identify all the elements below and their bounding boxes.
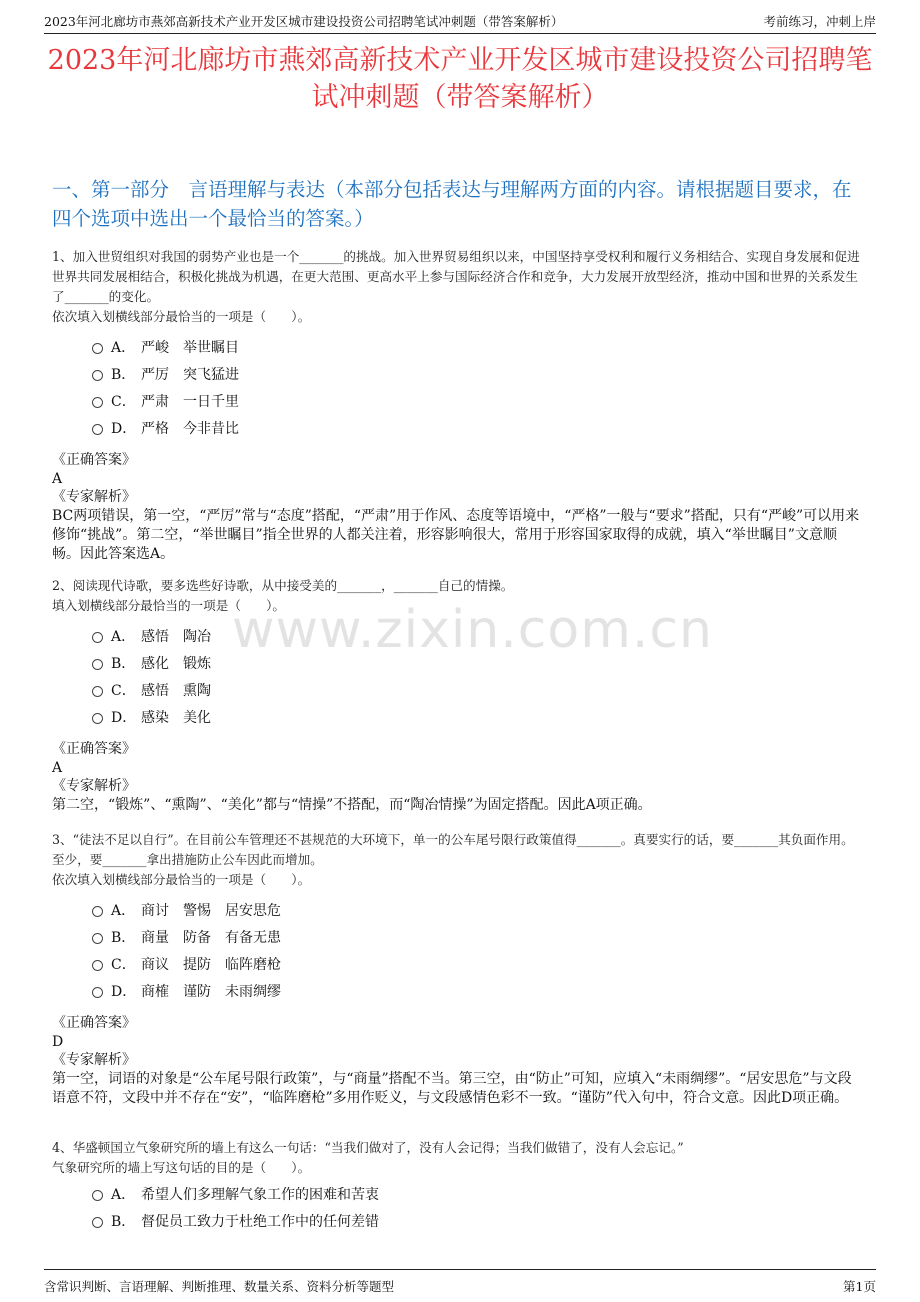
option-text: 感染 美化 xyxy=(141,709,211,726)
option-letter: B． xyxy=(111,366,136,383)
answer-block-1 xyxy=(52,451,864,564)
option-text: 感化 锻炼 xyxy=(141,655,211,672)
option-b[interactable] xyxy=(52,360,864,387)
answer-value: D xyxy=(52,1034,64,1050)
option-text: 严峻 举世瞩目 xyxy=(141,339,239,356)
radio-icon[interactable] xyxy=(92,933,103,944)
explanation: 第二空，“锻炼”、“熏陶”、“美化”都与“情操”不搭配，而“陶冶情操”为固定搭配。因此A项正确。 xyxy=(52,797,652,813)
option-c[interactable] xyxy=(52,950,864,977)
option-text: 希望人们多理解气象工作的困难和苦衷 xyxy=(141,1186,379,1203)
option-letter: B． xyxy=(111,929,136,946)
option-text: 商榷 谨防 未雨绸缪 xyxy=(141,983,281,1000)
option-text: 严厉 突飞猛进 xyxy=(141,366,239,383)
option-a[interactable] xyxy=(52,896,864,923)
option-text: 商讨 警惕 居安思危 xyxy=(141,902,281,919)
radio-icon[interactable] xyxy=(92,370,103,381)
explanation: BC两项错误，第一空，“严厉”常与“态度”搭配，“严肃”用于作风、态度等语境中，“严格”一般与“要求”搭配，只有“严峻”可以用来修饰“挑战”。第二空，“举世瞩目”指全世界的人都关注着，形容影响很大，常用于形容国家取得的成就，填入“举世瞩目”文意顺畅。因此答案选A。 xyxy=(52,508,860,562)
radio-icon[interactable] xyxy=(92,1190,103,1201)
option-text: 商议 提防 临阵磨枪 xyxy=(141,956,281,973)
header-right: 考前练习，冲刺上岸 xyxy=(763,14,876,29)
footer-left: 含常识判断、言语理解、判断推理、数量关系、资料分析等题型 xyxy=(44,1279,395,1294)
options-list xyxy=(52,333,864,441)
option-a[interactable] xyxy=(52,1180,864,1207)
option-letter: D． xyxy=(111,709,137,726)
option-text: 严肃 一日千里 xyxy=(141,393,239,410)
radio-icon[interactable] xyxy=(92,713,103,724)
option-b[interactable] xyxy=(52,649,864,676)
question-4 xyxy=(52,1138,864,1234)
answer-block-2 xyxy=(52,740,864,815)
option-text: 严格 今非昔比 xyxy=(141,420,239,437)
section-heading: 一、第一部分 言语理解与表达（本部分包括表达与理解两方面的内容。请根据题目要求，在四个选项中选出一个最恰当的答案。） xyxy=(52,178,852,230)
radio-icon[interactable] xyxy=(92,659,103,670)
watermark: www.zixin.com.cn xyxy=(232,600,713,660)
question-3 xyxy=(52,830,864,1004)
option-d[interactable] xyxy=(52,414,864,441)
option-d[interactable] xyxy=(52,703,864,730)
option-b[interactable] xyxy=(52,1207,864,1234)
page-footer xyxy=(44,1269,876,1295)
option-a[interactable] xyxy=(52,333,864,360)
answer-value: A xyxy=(52,760,63,776)
option-letter: A． xyxy=(111,1186,136,1203)
answer-label: 《正确答案》 xyxy=(52,1015,136,1031)
option-letter: A． xyxy=(111,339,136,356)
option-d[interactable] xyxy=(52,977,864,1004)
question-1 xyxy=(52,247,864,441)
option-text: 商量 防备 有备无患 xyxy=(141,929,281,946)
question-prompt: 填入划横线部分最恰当的一项是（ ）。 xyxy=(52,598,285,613)
radio-icon[interactable] xyxy=(92,1217,103,1228)
explanation: 第一空，词语的对象是“公车尾号限行政策”，与“商量”搭配不当。第三空，由“防止”可知，应填入“未雨绸缪”。“居安思危”与文段语意不符，文段中并不存在“安”，“临阵磨枪”多用作贬义，与文段感情色彩不一致。“谨防”代入句中，符合文意。因此D项正确。 xyxy=(52,1071,852,1106)
question-prompt: 依次填入划横线部分最恰当的一项是（ ）。 xyxy=(52,309,311,324)
answer-block-3 xyxy=(52,1014,864,1108)
radio-icon[interactable] xyxy=(92,343,103,354)
option-letter: A． xyxy=(111,902,136,919)
answer-label: 《正确答案》 xyxy=(52,741,136,757)
expert-label: 《专家解析》 xyxy=(52,778,136,794)
question-text: 3、“徒法不足以自行”。在目前公车管理还不甚规范的大环境下，单一的公车尾号限行政策值得_______。真要实行的话，要_______其负面作用。至少，要_______拿出措施防止公车因此而增加。 xyxy=(52,832,854,867)
question-prompt: 依次填入划横线部分最恰当的一项是（ ）。 xyxy=(52,872,311,887)
option-c[interactable] xyxy=(52,676,864,703)
radio-icon[interactable] xyxy=(92,960,103,971)
page-title: 2023年河北廊坊市燕郊高新技术产业开发区城市建设投资公司招聘笔试冲刺题（带答案解析） xyxy=(47,45,873,113)
radio-icon[interactable] xyxy=(92,906,103,917)
question-2 xyxy=(52,576,864,730)
options-list xyxy=(52,896,864,1004)
option-letter: C． xyxy=(111,682,136,699)
option-letter: B． xyxy=(111,655,136,672)
answer-value: A xyxy=(52,471,63,487)
option-letter: D． xyxy=(111,420,137,437)
page-number: 第1页 xyxy=(843,1279,876,1294)
option-letter: B． xyxy=(111,1213,136,1230)
question-text: 2、阅读现代诗歌，要多选些好诗歌，从中接受美的_______，_______自己的情操。 xyxy=(52,578,514,593)
radio-icon[interactable] xyxy=(92,632,103,643)
page-header xyxy=(44,8,876,34)
expert-label: 《专家解析》 xyxy=(52,1052,136,1068)
options-list xyxy=(52,622,864,730)
radio-icon[interactable] xyxy=(92,987,103,998)
option-text: 感悟 熏陶 xyxy=(141,682,211,699)
radio-icon[interactable] xyxy=(92,424,103,435)
question-text: 4、华盛顿国立气象研究所的墙上有这么一句话：“当我们做对了，没有人会记得；当我们做错了，没有人会忘记。” xyxy=(52,1140,684,1155)
question-text: 1、加入世贸组织对我国的弱势产业也是一个_______的挑战。加入世界贸易组织以来，中国坚持享受权利和履行义务相结合、实现自身发展和促进世界共同发展相结合，积极化挑战为机遇，在更大范围、更高水平上参与国际经济合作和竞争，大力发展开放型经济，推动中国和世界的关系发生了_______的变化。 xyxy=(52,249,860,304)
option-c[interactable] xyxy=(52,387,864,414)
option-letter: A． xyxy=(111,628,136,645)
option-letter: C． xyxy=(111,393,136,410)
answer-label: 《正确答案》 xyxy=(52,452,136,468)
option-text: 感悟 陶冶 xyxy=(141,628,211,645)
radio-icon[interactable] xyxy=(92,397,103,408)
option-letter: C． xyxy=(111,956,136,973)
options-list xyxy=(52,1180,864,1234)
header-left: 2023年河北廊坊市燕郊高新技术产业开发区城市建设投资公司招聘笔试冲刺题（带答案解析） xyxy=(44,14,564,29)
option-a[interactable] xyxy=(52,622,864,649)
option-b[interactable] xyxy=(52,923,864,950)
question-prompt: 气象研究所的墙上写这句话的目的是（ ）。 xyxy=(52,1160,311,1175)
option-text: 督促员工致力于杜绝工作中的任何差错 xyxy=(141,1213,379,1230)
option-letter: D． xyxy=(111,983,137,1000)
expert-label: 《专家解析》 xyxy=(52,489,136,505)
radio-icon[interactable] xyxy=(92,686,103,697)
